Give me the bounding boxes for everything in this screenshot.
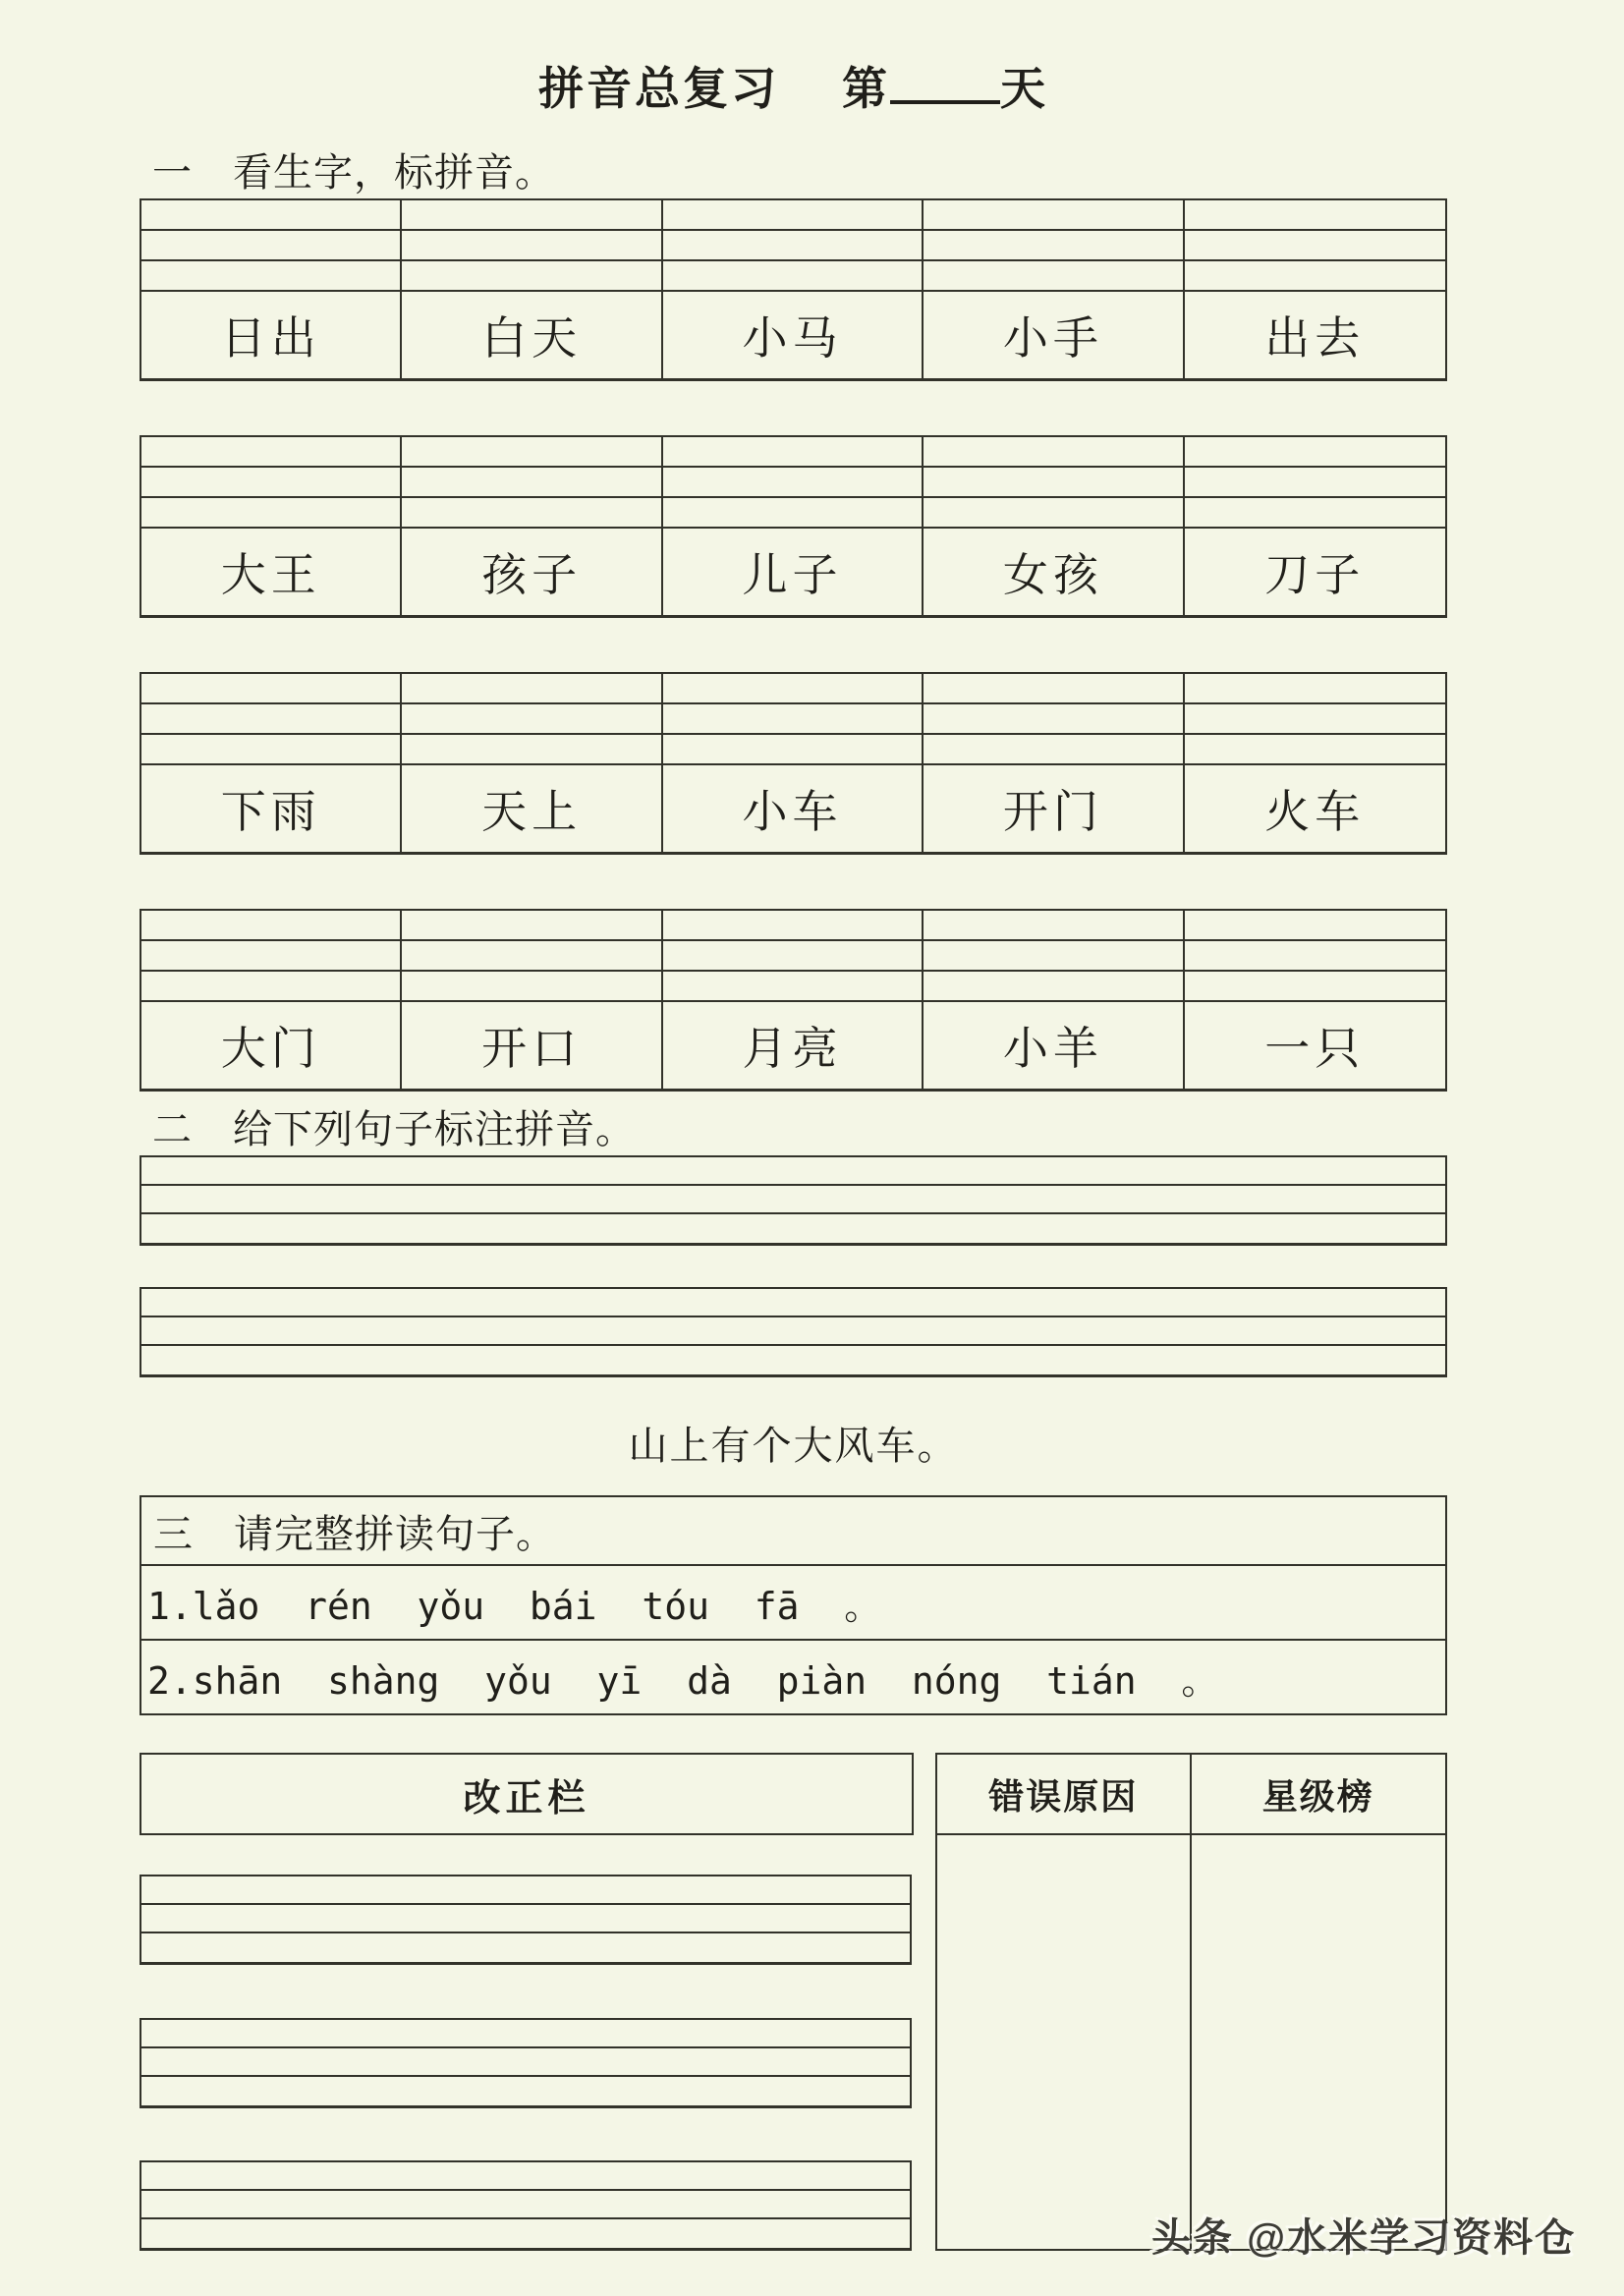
word-cell: 火车 <box>1264 787 1366 837</box>
blank-cell <box>924 704 1184 733</box>
blank-cell <box>1185 941 1445 970</box>
blank-cell <box>924 674 1184 702</box>
blank-cell <box>663 468 924 496</box>
pinyin-blank-row <box>141 468 1445 498</box>
word-cell: 大王 <box>141 529 402 615</box>
blank-cell <box>402 468 662 496</box>
correction-writing-lines <box>140 1875 912 1965</box>
ruled-band <box>141 2077 910 2105</box>
pinyin-blank-row <box>141 200 1445 231</box>
blank-cell <box>141 735 402 763</box>
word-cell: 白天 <box>402 292 662 378</box>
blank-cell <box>924 231 1184 259</box>
blank-cell <box>1185 735 1445 763</box>
word-cell: 小车 <box>663 765 924 852</box>
word-cell: 孩子 <box>402 529 662 615</box>
page-title <box>140 53 1447 118</box>
practice-sentence: 山上有个大风车。 <box>628 1424 959 1468</box>
pinyin-writing-lines <box>140 1155 1447 1246</box>
ruled-band <box>141 1346 1445 1374</box>
word-cell: 刀子 <box>1264 550 1366 600</box>
word-cell: 小手 <box>924 292 1184 378</box>
word-table-4 <box>140 909 1447 1092</box>
blank-cell <box>141 972 402 1000</box>
section3-heading: 三 请完整拼读句子。 <box>141 1497 1445 1566</box>
blank-cell <box>663 674 924 702</box>
pinyin-blank-row <box>141 261 1445 292</box>
ruled-band <box>141 2219 910 2248</box>
blank-cell <box>402 735 662 763</box>
word-row <box>141 529 1445 615</box>
word-cell: 下雨 <box>141 765 402 852</box>
star-rank-cell <box>1192 1835 1446 2249</box>
blank-cell <box>141 674 402 702</box>
blank-cell <box>141 437 402 466</box>
error-star-table <box>935 1753 1447 2251</box>
word-cell: 天上 <box>402 765 662 852</box>
pinyin-sentence-item: 2.shān shàng yǒu yī dà piàn nóng tián 。 <box>147 1658 1219 1703</box>
word-row <box>141 1002 1445 1089</box>
title-text: 拼音总复习 <box>538 63 779 114</box>
error-reason-cell <box>937 1835 1192 2249</box>
word-cell: 儿子 <box>663 529 924 615</box>
pinyin-blank-row <box>141 941 1445 972</box>
error-reason-header: 错误原因 <box>937 1755 1192 1833</box>
word-cell: 开口 <box>402 1002 662 1089</box>
pinyin-blank-row <box>141 437 1445 468</box>
word-cell: 女孩 <box>924 529 1184 615</box>
blank-cell <box>924 941 1184 970</box>
ruled-band <box>141 1186 1445 1214</box>
error-star-body-row <box>937 1835 1445 2249</box>
error-star-header-row <box>937 1755 1445 1835</box>
blank-cell <box>141 911 402 939</box>
blank-cell <box>1185 972 1445 1000</box>
blank-cell <box>402 674 662 702</box>
ruled-band <box>141 2162 910 2191</box>
word-cell: 开门 <box>924 765 1184 852</box>
word-cell: 一只 <box>1264 1024 1366 1074</box>
pinyin-sentence-item: 1.lǎo rén yǒu bái tóu fā 。 <box>141 1566 1445 1641</box>
ruled-band <box>141 1905 910 1933</box>
word-row <box>141 765 1445 852</box>
watermark: 头条 @水米学习资料仓 <box>1151 2216 1577 2260</box>
blank-cell <box>924 437 1184 466</box>
blank-cell <box>1185 911 1445 939</box>
correction-column-header: 改正栏 <box>140 1753 914 1835</box>
day-suffix: 天 <box>1000 63 1048 114</box>
word-table-1 <box>140 198 1447 381</box>
blank-cell <box>141 231 402 259</box>
pinyin-blank-row <box>141 911 1445 941</box>
blank-cell <box>402 498 662 527</box>
blank-cell <box>663 200 924 229</box>
section2-heading: 二 给下列句子标注拼音。 <box>152 1107 636 1151</box>
blank-cell <box>402 941 662 970</box>
pinyin-blank-row <box>141 704 1445 735</box>
blank-cell <box>663 941 924 970</box>
blank-cell <box>141 704 402 733</box>
ruled-band <box>141 1317 1445 1346</box>
blank-cell <box>402 200 662 229</box>
blank-cell <box>924 972 1184 1000</box>
blank-cell <box>924 911 1184 939</box>
blank-cell <box>402 261 662 290</box>
ruled-band <box>141 1933 910 1962</box>
blank-cell <box>663 437 924 466</box>
blank-cell <box>402 231 662 259</box>
blank-cell <box>141 261 402 290</box>
correction-writing-lines <box>140 2160 912 2251</box>
star-rank-header: 星级榜 <box>1261 1775 1374 1817</box>
ruled-band <box>141 1157 1445 1186</box>
day-blank-field <box>890 100 1000 104</box>
blank-cell <box>402 704 662 733</box>
word-cell: 日出 <box>141 292 402 378</box>
blank-cell <box>402 972 662 1000</box>
word-cell: 小马 <box>663 292 924 378</box>
pinyin-blank-row <box>141 674 1445 704</box>
word-table-3 <box>140 672 1447 855</box>
blank-cell <box>1185 200 1445 229</box>
blank-cell <box>663 972 924 1000</box>
blank-cell <box>663 735 924 763</box>
blank-cell <box>924 498 1184 527</box>
day-prefix: 第 <box>842 63 890 114</box>
blank-cell <box>141 200 402 229</box>
word-cell: 出去 <box>1264 313 1366 364</box>
blank-cell <box>141 468 402 496</box>
blank-cell <box>1185 498 1445 527</box>
blank-cell <box>1185 468 1445 496</box>
pinyin-blank-row <box>141 231 1445 261</box>
pinyin-blank-row <box>141 735 1445 765</box>
ruled-band <box>141 2020 910 2048</box>
ruled-band <box>141 1876 910 1905</box>
blank-cell <box>141 498 402 527</box>
ruled-band <box>141 1289 1445 1317</box>
word-row <box>141 292 1445 378</box>
blank-cell <box>141 941 402 970</box>
ruled-band <box>141 1214 1445 1243</box>
section1-heading: 一 看生字，标拼音。 <box>152 150 555 195</box>
pinyin-blank-row <box>141 972 1445 1002</box>
blank-cell <box>924 200 1184 229</box>
blank-cell <box>924 261 1184 290</box>
section3-table <box>140 1495 1447 1715</box>
blank-cell <box>663 704 924 733</box>
blank-cell <box>1185 437 1445 466</box>
blank-cell <box>663 261 924 290</box>
blank-cell <box>1185 704 1445 733</box>
word-cell: 小羊 <box>924 1002 1184 1089</box>
ruled-band <box>141 2191 910 2219</box>
pinyin-blank-row <box>141 498 1445 529</box>
blank-cell <box>402 437 662 466</box>
word-cell: 月亮 <box>663 1002 924 1089</box>
ruled-band <box>141 2048 910 2077</box>
blank-cell <box>402 911 662 939</box>
blank-cell <box>663 231 924 259</box>
blank-cell <box>663 498 924 527</box>
word-table-2 <box>140 435 1447 618</box>
blank-cell <box>663 911 924 939</box>
blank-cell <box>924 735 1184 763</box>
blank-cell <box>1185 231 1445 259</box>
word-cell: 大门 <box>141 1002 402 1089</box>
pinyin-writing-lines <box>140 1287 1447 1377</box>
blank-cell <box>1185 261 1445 290</box>
correction-writing-lines <box>140 2018 912 2108</box>
blank-cell <box>924 468 1184 496</box>
blank-cell <box>1185 674 1445 702</box>
